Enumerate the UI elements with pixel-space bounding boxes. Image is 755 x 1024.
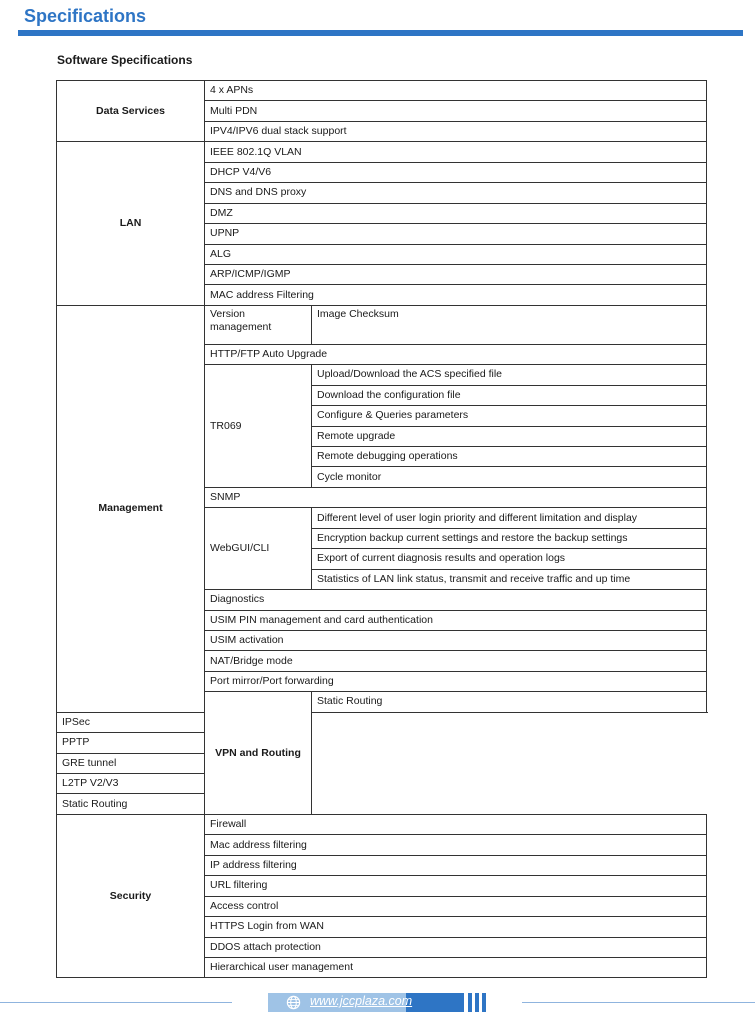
spec-item: GRE tunnel [57,753,312,773]
spec-item: IPSec [57,712,312,732]
webgui-item: Encryption backup current settings and restore the backup settings [312,528,707,548]
spec-item: URL filtering [205,876,707,896]
tr069-item: Remote upgrade [312,426,707,446]
category-management: Management [57,305,205,712]
spec-item: IPV4/IPV6 dual stack support [205,121,707,141]
table-row [57,814,707,834]
spec-item: NAT/Bridge mode [205,651,707,671]
tr069-item: Remote debugging operations [312,447,707,467]
spec-item: DNS and DNS proxy [205,183,707,203]
spec-item: IEEE 802.1Q VLAN [205,142,707,162]
spec-item: 4 x APNs [205,81,707,101]
stripe [475,993,479,1012]
table-row [57,774,707,794]
table-row [57,712,707,732]
webgui-label: WebGUI/CLI [205,508,312,590]
tr069-label: TR069 [205,365,312,488]
spec-table [56,80,707,978]
table-row [57,733,707,753]
tr069-item: Cycle monitor [312,467,707,487]
title-rule [18,30,743,36]
footer-stripes [468,993,488,1012]
spec-item: DDOS attach protection [205,937,707,957]
spec-item: Firewall [205,814,707,834]
category-vpn-routing: VPN and Routing [205,692,312,815]
spec-item: IP address filtering [205,855,707,875]
version-management-value: Image Checksum [312,305,707,344]
spec-item: USIM activation [205,630,707,650]
stripe [468,993,472,1012]
spec-item: Port mirror/Port forwarding [205,671,707,691]
category-data-services: Data Services [57,81,205,142]
spec-item: HTTP/FTP Auto Upgrade [205,344,707,364]
stripe [482,993,486,1012]
globe-icon [286,995,301,1010]
footer-divider-left [0,1002,232,1003]
spec-item: DMZ [205,203,707,223]
category-security: Security [57,814,205,978]
spec-item: ARP/ICMP/IGMP [205,264,707,284]
spec-item: Hierarchical user management [205,957,707,977]
spec-item: USIM PIN management and card authentication [205,610,707,630]
spec-item: Diagnostics [205,590,707,610]
webgui-item: Statistics of LAN link status, transmit and receive traffic and up time [312,569,707,589]
spec-item: ALG [205,244,707,264]
spec-item: SNMP [205,487,707,507]
tr069-item: Download the configuration file [312,385,707,405]
spec-item: L2TP V2/V3 [57,774,312,794]
spec-item: MAC address Filtering [205,285,707,305]
table-row [57,81,707,101]
table-row [57,142,707,162]
footer-divider-right [522,1002,755,1003]
tr069-item: Upload/Download the ACS specified file [312,365,707,385]
tr069-item: Configure & Queries parameters [312,406,707,426]
spec-item: Multi PDN [205,101,707,121]
spec-item: UPNP [205,224,707,244]
website-link[interactable]: www.jccplaza.com [310,994,413,1008]
spec-item: HTTPS Login from WAN [205,917,707,937]
spec-item: DHCP V4/V6 [205,162,707,182]
spec-item: Mac address filtering [205,835,707,855]
table-row [57,794,707,814]
webgui-item: Export of current diagnosis results and operation logs [312,549,707,569]
webgui-item: Different level of user login priority and different limitation and display [312,508,707,528]
table-row [57,305,707,344]
page-title: Specifications [24,6,147,26]
footer-banner-accent [406,993,464,1012]
spec-item: PPTP [57,733,312,753]
version-management-label: Version management [205,305,312,344]
spec-item: Access control [205,896,707,916]
section-title: Software Specifications [57,53,193,67]
spec-item: Static Routing [312,692,707,712]
table-row [57,753,707,773]
category-lan: LAN [57,142,205,306]
spec-item: Static Routing [57,794,312,814]
